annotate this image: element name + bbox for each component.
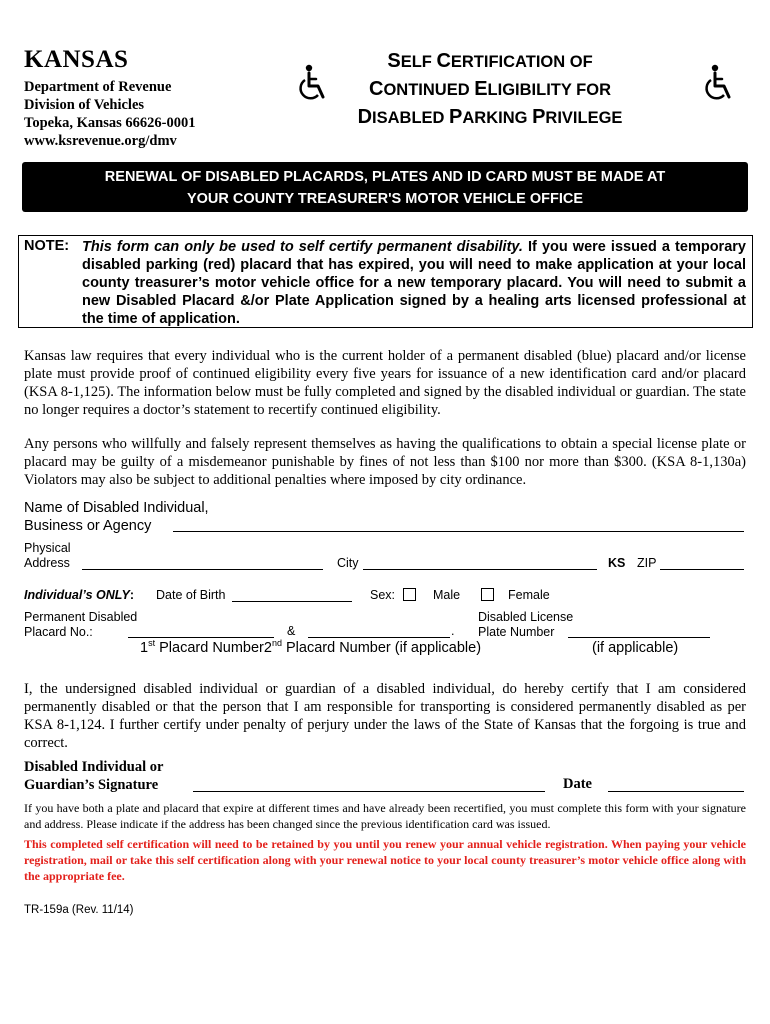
division-name: Division of Vehicles — [24, 97, 145, 113]
date-field[interactable] — [608, 791, 744, 792]
note-text — [82, 238, 746, 328]
wheelchair-icon — [296, 64, 330, 102]
title-line-3: DISABLED PARKING PRIVILEGE — [357, 106, 623, 128]
placard-label: Permanent Disabled Placard No.: — [24, 610, 138, 639]
department-name: Department of Revenue — [24, 79, 172, 95]
zip-field[interactable] — [660, 569, 744, 570]
title-line-1: SELF CERTIFICATION OF — [387, 50, 593, 72]
note-italic: This form can only be used to self certify permanent disability. — [82, 239, 523, 255]
state-code: KS — [608, 556, 626, 570]
banner-line-2: YOUR COUNTY TREASURER'S MOTOR VEHICLE OFFICE — [186, 191, 584, 207]
address-label: Physical Address — [24, 541, 71, 570]
ampersand: & — [287, 624, 296, 638]
city-label: City — [337, 556, 359, 570]
wheelchair-icon — [702, 64, 736, 102]
retain-paragraph: This completed self certification will need to be retained by you until you renew your annual vehicle registration. When paying your vehicle registration, mail or take this self certification along with your renewal notice to your local county treasurer’s motor vehicle office along with the appropriate fee. — [24, 837, 746, 883]
individuals-only-label: Individual’s ONLY: — [24, 588, 134, 602]
city-field[interactable] — [363, 569, 597, 570]
male-checkbox[interactable] — [403, 588, 416, 601]
dob-label: Date of Birth — [156, 588, 226, 602]
address-field[interactable] — [82, 569, 323, 570]
period: . — [451, 624, 455, 638]
zip-label: ZIP — [637, 556, 657, 570]
office-address: Topeka, Kansas 66626-0001 — [24, 115, 196, 131]
plate-field[interactable] — [568, 637, 710, 638]
female-label: Female — [508, 588, 550, 602]
form-title — [340, 48, 640, 132]
male-label: Male — [433, 588, 461, 602]
plate-caption: (if applicable) — [592, 640, 679, 656]
name-label: Name of Disabled Individual, Business or Agency — [24, 500, 209, 534]
note-label: NOTE: — [24, 238, 70, 254]
name-field[interactable] — [173, 531, 744, 532]
signature-label: Disabled Individual or Guardian’s Signature — [24, 759, 164, 793]
renewal-banner — [22, 162, 748, 212]
certify-paragraph: I, the undersigned disabled individual or guardian of a disabled individual, do hereby certify that I am considered permanently disabled or that the person that I am responsible for transporting is considered permanently disabled as per KSA 8-1,124. I further certify under penalty of perjury under the laws of the State of Kansas that the forgoing is true and correct. — [24, 681, 746, 751]
state-name: KANSAS — [24, 46, 129, 73]
plate-label: Disabled License Plate Number — [478, 610, 574, 639]
law-paragraph: Kansas law requires that every individual who is the current holder of a permanent disabled (blue) placard and/or license plate must provide proof of continued eligibility every five years for issuance of a new identification card and/or placard (KSA 8-1,125). The information below must be fully completed and signed by the disabled individual or guardian. The state no longer requires a doctor’s statement to recertify continued eligibility. — [24, 348, 746, 418]
both-paragraph: If you have both a plate and placard that expire at different times and have already been recertified, you must complete this form with your signature and address. Please indicate if the address has been changed since the previous identification card was issued. — [24, 801, 746, 831]
title-line-2: CONTINUED ELIGIBILITY FOR — [369, 78, 611, 100]
website-url: www.ksrevenue.org/dmv — [24, 133, 177, 149]
date-label: Date — [563, 776, 592, 792]
placard-caption: 1st Placard Number2nd Placard Number (if applicable) — [140, 638, 482, 656]
female-checkbox[interactable] — [481, 588, 494, 601]
dob-field[interactable] — [232, 601, 352, 602]
banner-line-1: RENEWAL OF DISABLED PLACARDS, PLATES AND ID CARD MUST BE MADE AT — [104, 169, 666, 185]
form-id: TR-159a (Rev. 11/14) — [24, 904, 134, 916]
signature-field[interactable] — [193, 791, 545, 792]
penalty-paragraph: Any persons who willfully and falsely represent themselves as having the qualifications to obtain a special license plate or placard may be guilty of a misdemeanor punishable by fines of not less than $100 nor more than $300. (KSA 8-1,130a) Violators may also be subject to additional penalties where imposed by city ordinance. — [24, 436, 746, 488]
sex-label: Sex: — [370, 588, 396, 602]
note-rest: If you were issued a temporary disabled parking (red) placard that has expired, you will need to make application at your local county treasurer’s motor vehicle office for a new temporary placard. You will need to submit a new Disabled Placard &/or Plate Application signed by a healing arts licensed professional at the time of application. — [82, 239, 746, 327]
